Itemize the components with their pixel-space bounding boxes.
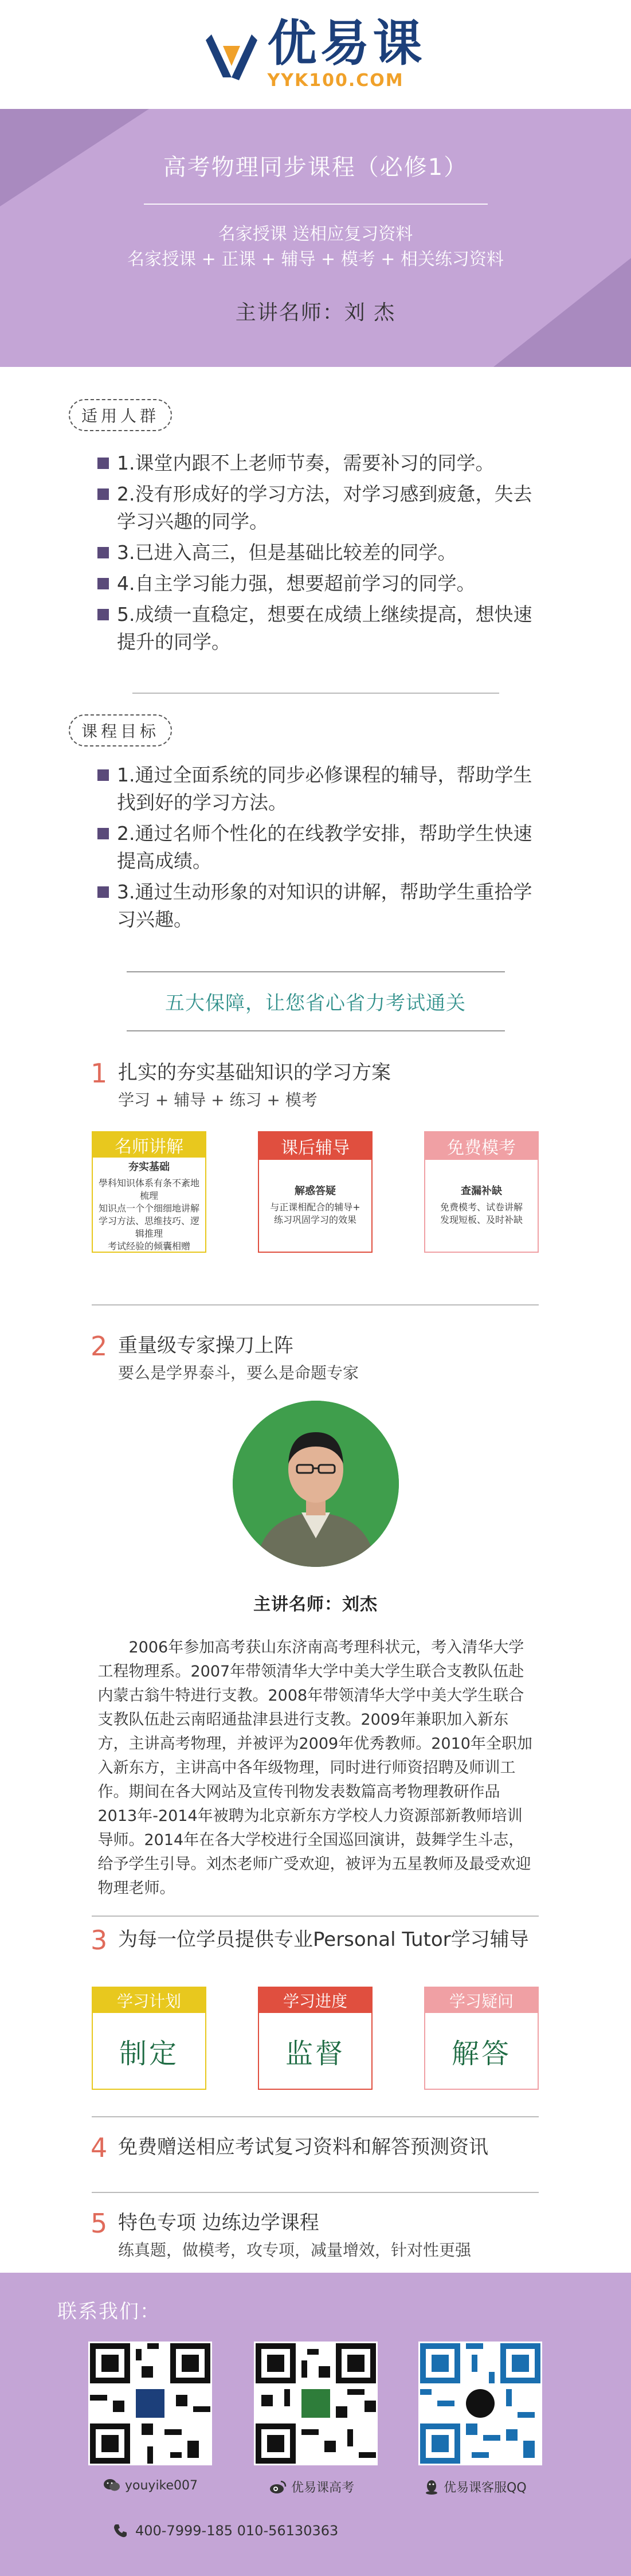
card-after-class xyxy=(258,1131,373,1253)
card-line: 免费模考、试卷讲解 xyxy=(440,1202,523,1213)
guarantee-item-1 xyxy=(0,1058,631,1113)
list-item: 3.通过生动形象的对知识的讲解，帮助学生重拾学习兴趣。 xyxy=(97,878,545,933)
wechat-id: youyike007 xyxy=(125,2478,198,2493)
teacher-name-label: 主讲名师：刘杰 xyxy=(253,1594,378,1615)
card-line: 知识点一个个细细地讲解 xyxy=(98,1203,199,1214)
card-line: 练习巩固学习的效果 xyxy=(273,1214,356,1225)
wechat-qr-code[interactable] xyxy=(88,2342,212,2465)
card-strong: 解惑答疑 xyxy=(295,1185,336,1197)
list-item: 2.没有形成好的学习方法，对学习感到疲惫，失去学习兴趣的同学。 xyxy=(97,480,545,535)
card-line: 考试经验的倾囊相赠 xyxy=(107,1241,190,1252)
guarantee-item-2 xyxy=(0,1331,631,1386)
card-line: 学习方法、思维技巧、逻辑推理 xyxy=(98,1215,199,1239)
item-divider xyxy=(92,1916,539,1917)
card-line: 學科知识体系有条不紊地梳理 xyxy=(98,1178,199,1201)
item-title: 扎实的夯实基础知识的学习方案 xyxy=(118,1061,391,1084)
guarantee-item-5 xyxy=(0,2208,631,2263)
item-subtitle: 要么是学界泰斗，要么是命题专家 xyxy=(118,1363,359,1382)
card-study-plan xyxy=(92,1987,206,2090)
list-item: 1.课堂内跟不上老师节奏，需要补习的同学。 xyxy=(97,449,545,477)
item-divider xyxy=(92,1304,539,1305)
guarantee-item-3 xyxy=(0,1925,631,1955)
item-title: 免费赠送相应考试复习资料和解答预测资讯 xyxy=(118,2136,488,2159)
course-banner xyxy=(0,109,631,367)
item-divider xyxy=(92,2116,539,2117)
banner-divider xyxy=(144,204,488,205)
contact-title: 联系我们： xyxy=(57,2300,160,2323)
item1-cards xyxy=(92,1131,631,1253)
card-study-progress xyxy=(258,1987,373,2090)
teacher-bio: 2006年参加高考获山东济南高考理科状元，考入清华大学工程物理系。2007年带领清华大学中美大学生联合支教队伍赴内蒙古翁牛特进行支教。2008年带领清华大学中美大学生联合支教队伍赴云南昭通盐津县进行支教。2009年兼职加入新东方，主讲高考物理，并被评为2009年优秀教师。2010年全职加入新东方，主讲高中各年级物理，同时进行师资招聘及师训工作。期间在各大网站及宣传刊物发表数篇高考物理教研作品2013年-2014年被聘为北京新东方学校人力资源部新教师培训导师。2014年在各大学校进行全国巡回演讲，鼓舞学生斗志，给予学生引导。刘杰老师广受欢迎，被评为五星教师及最受欢迎物理老师。 xyxy=(97,1639,532,1897)
item3-cards xyxy=(92,1987,631,2090)
item-subtitle: 练真题，做模考，攻专项，减量增效，针对性更强 xyxy=(118,2241,472,2260)
card-strong: 查漏补缺 xyxy=(461,1185,502,1197)
guarantee-item-4 xyxy=(0,2132,631,2162)
card-header: 学习进度 xyxy=(259,1988,371,2013)
five-title-line-top xyxy=(127,971,505,972)
goals-list xyxy=(97,761,545,933)
weibo-label[interactable] xyxy=(269,2478,354,2496)
audience-list xyxy=(97,449,545,656)
brand-name-cn: 优易课 xyxy=(267,14,426,72)
card-line: 与正课相配合的辅导+ xyxy=(270,1202,360,1213)
wechat-label[interactable] xyxy=(103,2478,198,2493)
card-header: 课后辅导 xyxy=(259,1132,371,1160)
teacher-portrait-icon xyxy=(233,1401,399,1567)
contact-section xyxy=(0,2273,631,2576)
card-strong: 夯实基础 xyxy=(128,1161,170,1173)
banner-subtitle-1: 名家授课 送相应复习资料 xyxy=(218,224,413,244)
weibo-id: 优易课高考 xyxy=(291,2481,355,2495)
qq-label[interactable] xyxy=(424,2478,527,2496)
phone-text: 400-7999-185 010-56130363 xyxy=(135,2523,339,2539)
item-divider xyxy=(92,2192,539,2193)
phone-icon xyxy=(112,2523,128,2539)
guarantees-title: 五大保障，让您省心省力考试通关 xyxy=(165,992,466,1015)
weibo-qr-code[interactable] xyxy=(254,2342,378,2465)
qr-code-icon xyxy=(256,2343,376,2464)
brand-logo[interactable] xyxy=(206,14,426,91)
item-title: 特色专项 边练边学课程 xyxy=(118,2211,319,2234)
logo-bar xyxy=(0,0,631,109)
qq-id: 优易课客服QQ xyxy=(444,2481,527,2495)
qq-icon xyxy=(424,2479,439,2495)
list-item: 4.自主学习能力强，想要超前学习的同学。 xyxy=(97,570,545,597)
card-teacher-lecture xyxy=(92,1131,206,1253)
item-number: 5 xyxy=(91,2208,108,2239)
card-big-text: 监督 xyxy=(285,2037,345,2070)
phone-numbers[interactable] xyxy=(112,2523,338,2539)
item-number: 4 xyxy=(91,2132,108,2163)
card-study-questions xyxy=(424,1987,539,2090)
item-number: 3 xyxy=(91,1925,108,1956)
card-big-text: 制定 xyxy=(119,2037,179,2070)
qr-code-icon xyxy=(420,2343,540,2464)
goals-tag: 课程目标 xyxy=(69,714,172,746)
list-item: 3.已进入高三，但是基础比较差的同学。 xyxy=(97,539,545,566)
item-title: 重量级专家操刀上阵 xyxy=(118,1334,293,1357)
item-number: 2 xyxy=(91,1331,108,1362)
card-line: 发现短板、及时补缺 xyxy=(440,1214,523,1225)
card-header: 名师讲解 xyxy=(93,1132,205,1158)
brand-name-en: YYK100.COM xyxy=(267,70,404,91)
card-big-text: 解答 xyxy=(451,2037,511,2070)
item-number: 1 xyxy=(91,1058,108,1089)
wechat-icon xyxy=(103,2478,120,2493)
logo-mark-icon xyxy=(206,23,257,86)
course-title: 高考物理同步课程（必修1） xyxy=(163,154,468,181)
item-title: 为每一位学员提供专业Personal Tutor学习辅导 xyxy=(118,1928,529,1951)
card-header: 免费模考 xyxy=(425,1132,538,1160)
qr-code-icon xyxy=(90,2343,210,2464)
five-title-line-bottom xyxy=(127,1030,505,1031)
list-item: 2.通过名师个性化的在线教学安排，帮助学生快速提高成绩。 xyxy=(97,820,545,875)
goals-section xyxy=(0,694,631,933)
item-subtitle: 学习 + 辅导 + 练习 + 模考 xyxy=(118,1090,318,1109)
audience-section xyxy=(0,367,631,656)
audience-tag: 适用人群 xyxy=(69,399,172,431)
banner-teacher: 主讲名师：刘 杰 xyxy=(235,301,396,325)
weibo-icon xyxy=(269,2480,287,2495)
card-header: 学习疑问 xyxy=(425,1988,538,2013)
qq-qr-code[interactable] xyxy=(418,2342,542,2465)
card-free-mock xyxy=(424,1131,539,1253)
teacher-avatar xyxy=(233,1401,399,1567)
banner-subtitle-2: 名家授课 + 正课 + 辅导 + 模考 + 相关练习资料 xyxy=(127,249,504,269)
list-item: 1.通过全面系统的同步必修课程的辅导，帮助学生找到好的学习方法。 xyxy=(97,761,545,816)
list-item: 5.成绩一直稳定，想要在成绩上继续提高，想快速提升的同学。 xyxy=(97,601,545,656)
card-header: 学习计划 xyxy=(93,1988,205,2013)
